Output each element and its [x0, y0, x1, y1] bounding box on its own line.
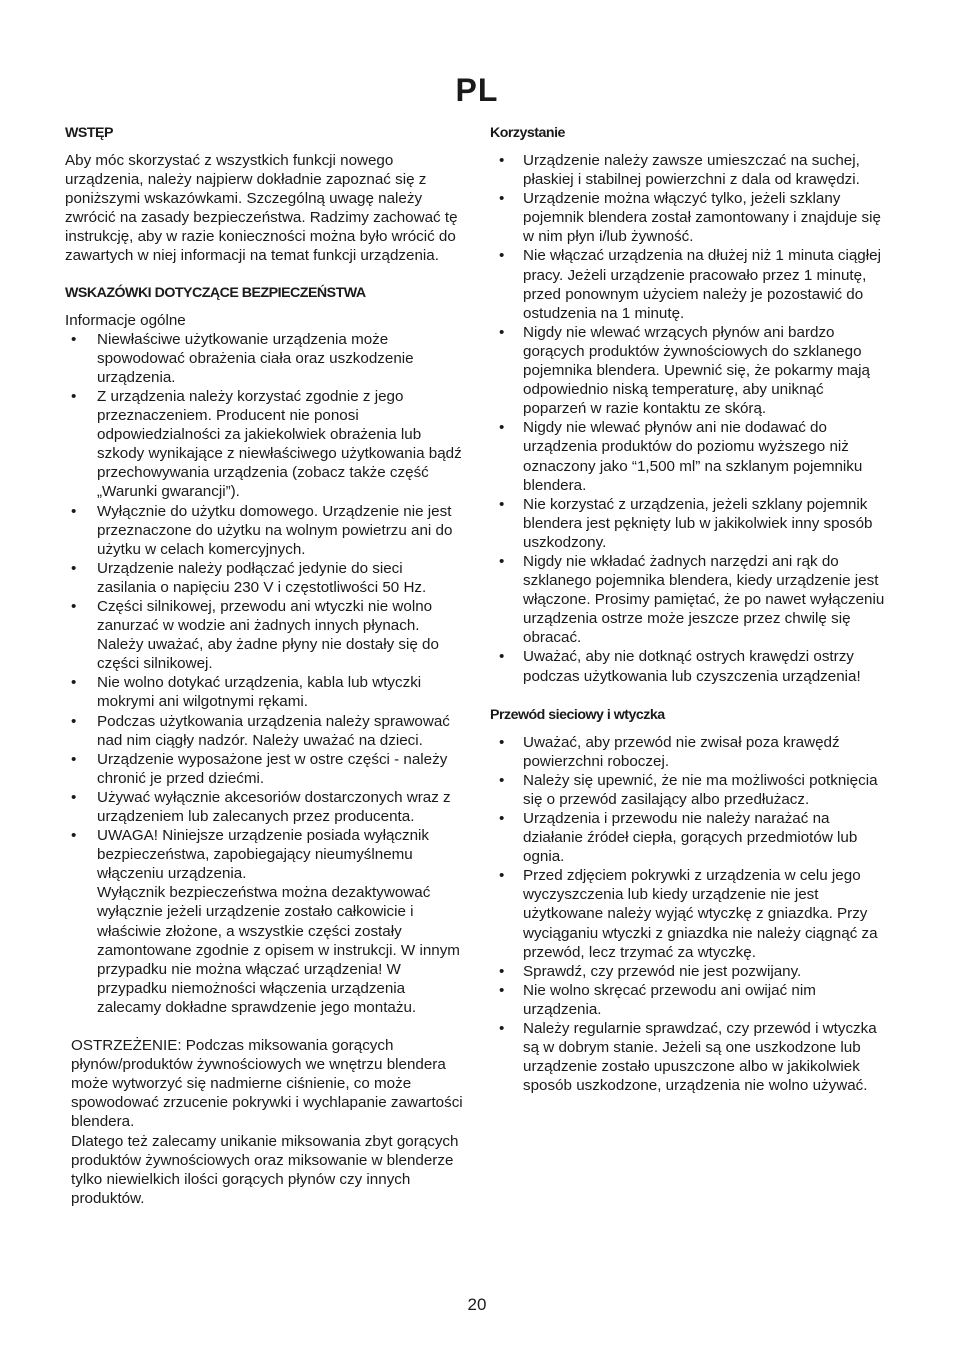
safety-list — [65, 330, 465, 1017]
list-item: • Nigdy nie wkładać żadnych narzędzi ani rąk do szklanego pojemnika blendera, kiedy urządzenie jest włączone. Prosimy pamiętać, że po nawet wyłączeniu urządzenia ostrze może jeszcze przez chwilę się obracać. — [490, 552, 890, 647]
cord-heading: Przewód sieciowy i wtyczka — [490, 706, 665, 723]
safety-heading: WSKAZÓWKI DOTYCZĄCE BEZPIECZEŃSTWA — [65, 284, 366, 301]
warning-paragraph: OSTRZEŻENIE: Podczas miksowania gorących płynów/produktów żywnościowych we wnętrzu blendera może wytworzyć się nadmierne ciśnienie, co może spowodować zrzucenie pokrywki i wychlapanie zawartości blendera. — [71, 1037, 463, 1131]
cord-list — [490, 733, 890, 1096]
list-item: • Nigdy nie wlewać wrzących płynów ani bardzo gorących produktów żywnościowych do szklanego pojemnika blendera. Upewnić się, że pokarmy mają odpowiednio niską temperaturę, aby uniknąć poparzeń w razie kontaktu ze skórą. — [490, 323, 890, 418]
usage-list — [490, 151, 890, 686]
list-item: • Niewłaściwe użytkowanie urządzenia może spowodować obrażenia ciała oraz uszkodzenie urządzenia. — [65, 330, 465, 387]
list-item: • Uważać, aby nie dotknąć ostrych krawędzi ostrzy podczas użytkowania lub czyszczenia urządzenia! — [490, 647, 890, 685]
list-item: • Podczas użytkowania urządzenia należy sprawować nad nim ciągły nadzór. Należy uważać na dzieci. — [65, 712, 465, 750]
warning-paragraph-2: Dlatego też zalecamy unikanie miksowania zbyt gorących produktów żywnościowych oraz miksowanie w blenderze tylko niewielkich ilości gorących płynów czy innych produktów. — [71, 1132, 459, 1207]
right-column — [490, 124, 890, 1095]
uwaga-text-continued: Wyłącznik bezpieczeństwa można dezaktywować wyłącznie jeżeli urządzenie zostało całkowicie i właściwie złożone, a wszystkie części zostały zamontowane zgodnie z opisem w instrukcji. W innym przypadku nie można włączać urządzenia! W przypadku niemożności włączenia urządzenia zalecamy dokładne sprawdzenie jego montażu. — [97, 884, 460, 1016]
list-item: • Z urządzenia należy korzystać zgodnie z jego przeznaczeniem. Producent nie ponosi odpowiedzialności za jakiekolwiek obrażenia lub szkody wynikające z niewłaściwego użytkowania bądź przechowywania urządzenia (zobacz także część „Warunki gwarancji”). — [65, 387, 465, 502]
list-item: • Sprawdź, czy przewód nie jest pozwijany. — [490, 962, 890, 981]
usage-heading: Korzystanie — [490, 125, 565, 141]
list-item: • Urządzenie wyposażone jest w ostre części - należy chronić je przed dziećmi. — [65, 750, 465, 788]
list-item-uwaga — [65, 826, 465, 1017]
list-item: • Urządzenie należy podłączać jedynie do sieci zasilania o napięciu 230 V i częstotliwości 50 Hz. — [65, 559, 465, 597]
general-info-label: Informacje ogólne — [65, 311, 186, 329]
language-code: PL — [455, 72, 499, 108]
list-item: • Nie wolno skręcać przewodu ani owijać nim urządzenia. — [490, 981, 890, 1019]
page-number: 20 — [467, 1295, 487, 1314]
list-item: • Urządzenia i przewodu nie należy narażać na działanie źródeł ciepła, gorących przedmiotów lub ognia. — [490, 809, 890, 866]
left-column — [65, 124, 465, 1208]
list-item: • Należy się upewnić, że nie ma możliwości potknięcia się o przewód zasilający albo przedłużacz. — [490, 771, 890, 809]
list-item: • Nie korzystać z urządzenia, jeżeli szklany pojemnik blendera jest pęknięty lub w jakikolwiek inny sposób uszkodzony. — [490, 495, 890, 552]
list-item: • Urządzenie należy zawsze umieszczać na suchej, płaskiej i stabilnej powierzchni z dala od krawędzi. — [490, 151, 890, 189]
intro-paragraph: Aby móc skorzystać z wszystkich funkcji nowego urządzenia, należy najpierw dokładnie zapoznać się z poniższymi wskazówkami. Szczególną uwagę należy zwrócić na zasady bezpieczeństwa. Radzimy zachować tę instrukcję, aby w razie konieczności można było wrócić do zawartych w niej informacji na temat funkcji urządzenia. — [65, 152, 458, 265]
list-item: • Przed zdjęciem pokrywki z urządzenia w celu jego wyczyszczenia lub kiedy urządzenie nie jest użytkowane należy wyjąć wtyczkę z gniazdka. Przy wyciąganiu wtyczki z gniazdka nie należy ciągnąć za przewód, lecz trzymać za wtyczkę. — [490, 866, 890, 961]
list-item: • Nie włączać urządzenia na dłużej niż 1 minuta ciągłej pracy. Jeżeli urządzenie pracowało przez 1 minutę, przed ponownym użyciem należy je pozostawić do ostudzenia na 1 minutę. — [490, 246, 890, 322]
list-item: • Nie wolno dotykać urządzenia, kabla lub wtyczki mokrymi ani wilgotnymi rękami. — [65, 673, 465, 711]
list-item: • Należy regularnie sprawdzać, czy przewód i wtyczka są w dobrym stanie. Jeżeli są one uszkodzone lub urządzenie zostało upuszczone albo w jakikolwiek sposób uszkodzone, urządzenia nie wolno używać. — [490, 1019, 890, 1095]
uwaga-text: UWAGA! Niniejsze urządzenie posiada wyłącznik bezpieczeństwa, zapobiegający nieumyślnemu włączeniu urządzenia. — [97, 827, 430, 883]
list-item: • Urządzenie można włączyć tylko, jeżeli szklany pojemnik blendera został zamontowany i znajduje się w nim płyn i/lub żywność. — [490, 189, 890, 246]
list-item: • Części silnikowej, przewodu ani wtyczki nie wolno zanurzać w wodzie ani żadnych innych płynach. Należy uważać, aby żadne płyny nie dostały się do części silnikowej. — [65, 597, 465, 673]
intro-heading: WSTĘP — [65, 125, 113, 141]
list-item: • Nigdy nie wlewać płynów ani nie dodawać do urządzenia produktów do poziomu wyższego niż oznaczony jako “1,500 ml” na szklanym pojemniku blendera. — [490, 418, 890, 494]
list-item: • Uważać, aby przewód nie zwisał poza krawędź powierzchni roboczej. — [490, 733, 890, 771]
warning-block — [65, 1036, 465, 1208]
list-item: • Używać wyłącznie akcesoriów dostarczonych wraz z urządzeniem lub zalecanych przez producenta. — [65, 788, 465, 826]
list-item: • Wyłącznie do użytku domowego. Urządzenie nie jest przeznaczone do użytku na wolnym powietrzu ani do użytku w celach komercyjnych. — [65, 502, 465, 559]
